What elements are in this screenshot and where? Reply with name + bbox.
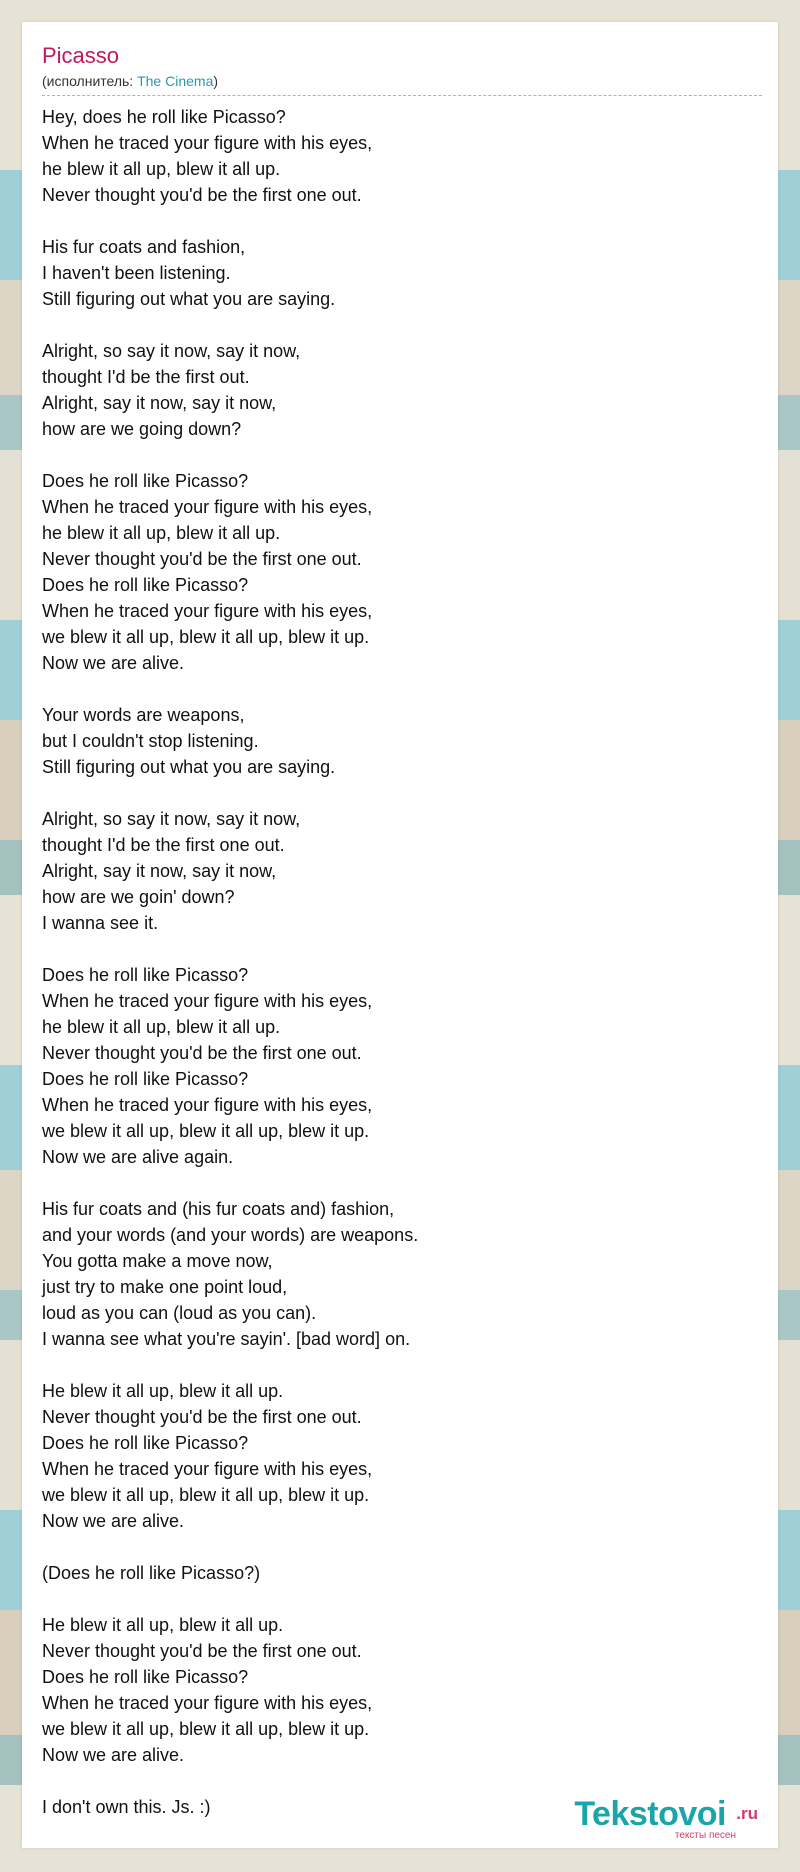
lyrics-card — [22, 22, 778, 1848]
logo-tagline: тексты песен — [674, 1830, 736, 1841]
artist-prefix: (исполнитель: — [42, 73, 138, 89]
artist-line — [42, 72, 762, 96]
lyrics-text: Hey, does he roll like Picasso? When he traced your figure with his eyes, he blew it all up, blew it all up. Never thought you'd be the first one out. His fur coats and fashion, I haven't been listening. Still figuring out what you are saying. Alright, so say it now, say it now, thought I'd be the first out. Alright, say it now, say it now, how are we going down? Does he roll like Picasso? When he traced your figure with his eyes, he blew it all up, blew it all up. Never thought you'd be the first one out. Does he roll like Picasso? When he traced your figure with his eyes, we blew it all up, blew it all up, blew it up. Now we are alive. Your words are weapons, but I couldn't stop listening. Still figuring out what you are saying. Alright, so say it now, say it now, thought I'd be the first one out. Alright, say it now, say it now, how are we goin' down? I wanna see it. Does he roll like Picasso? When he traced your figure with his eyes, he blew it all up, blew it all up. Never thought you'd be the first one out. Does he roll like Picasso? When he traced your figure with his eyes, we blew it all up, blew it all up, blew it up. Now we are alive again. His fur coats and (his fur coats and) fashion, and your words (and your words) are weapons. You gotta make a move now, just try to make one point loud, loud as you can (loud as you can). I wanna see what you're sayin'. [bad word] on. He blew it all up, blew it all up. Never thought you'd be the first one out. Does he roll like Picasso? When he traced your figure with his eyes, we blew it all up, blew it all up, blew it up. Now we are alive. (Does he roll like Picasso?) He blew it all up, blew it all up. Never thought you'd be the first one out. Does he roll like Picasso? When he traced your figure with his eyes, we blew it all up, blew it all up, blew it up. Now we are alive. I don't own this. Js. :) — [42, 107, 419, 1817]
logo-domain: .ru — [736, 1804, 758, 1823]
site-logo[interactable] — [574, 1794, 758, 1841]
logo-name: Tekstovoi — [574, 1795, 726, 1833]
artist-suffix: ) — [213, 73, 219, 89]
song-title: Picasso — [42, 43, 120, 68]
artist-link[interactable]: The Cinema — [137, 73, 214, 89]
